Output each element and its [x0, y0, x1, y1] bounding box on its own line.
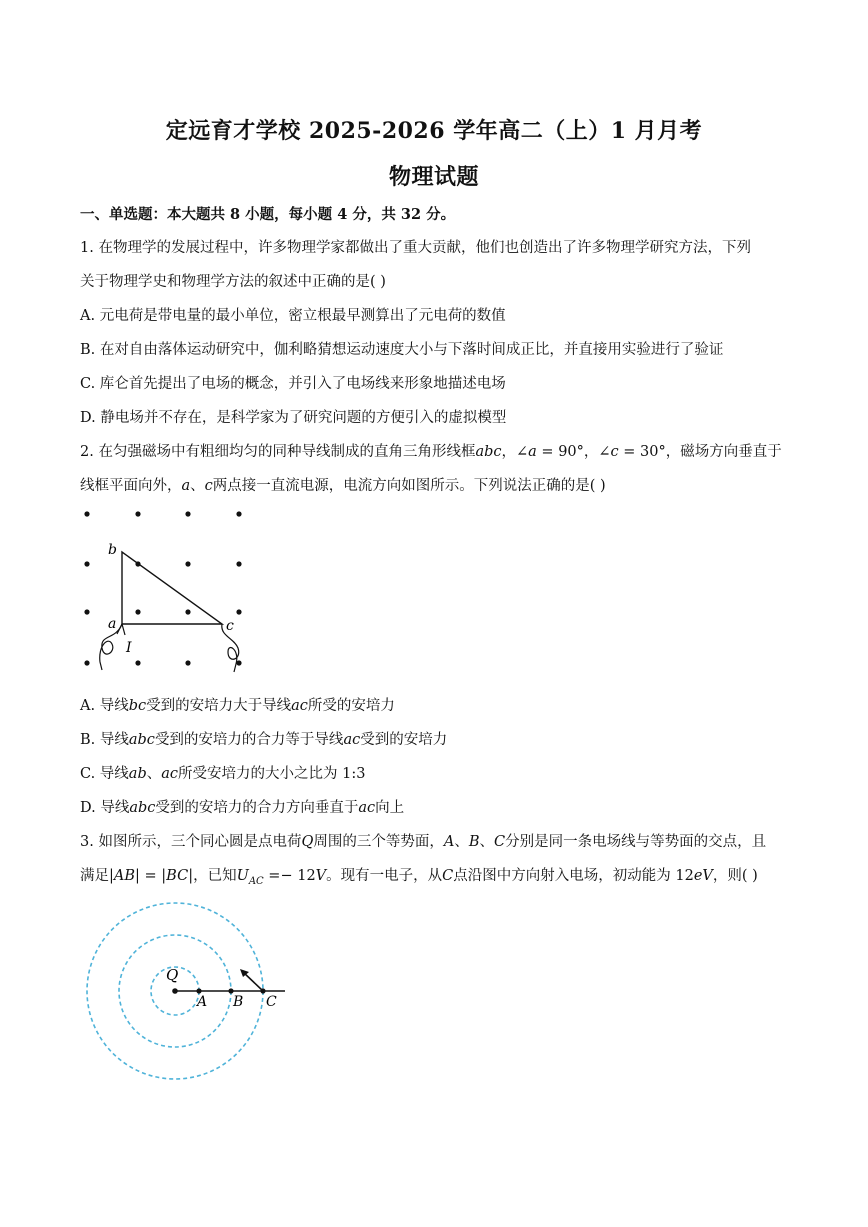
q1-option-b: B. 在对自由落体运动研究中，伽利略猜想运动速度大小与下落时间成正比，并直接用实验进行了验证 — [80, 342, 724, 358]
q2-stem-text: 、 — [190, 478, 205, 494]
q2-option-b — [80, 730, 447, 750]
q2-option-text: A. 导线 — [80, 698, 129, 714]
q2-stem-text: 2. 在匀强磁场中有粗细均匀的同种导线制成的直角三角形线框 — [80, 444, 476, 460]
q1-stem-line1: 1. 在物理学的发展过程中，许多物理学家都做出了重大贡献，他们也创造出了许多物理学研究方法，下列 — [80, 240, 751, 256]
exam-title: 定远育才学校 2025-2026 学年高二（上）1 月月考 — [165, 118, 703, 144]
q2-stem-line1 — [80, 442, 782, 462]
q2-option-text: B. 导线 — [80, 732, 129, 748]
q3-math-subscript-AC: AC — [248, 875, 264, 887]
q2-option-text: 、 — [146, 766, 162, 782]
q2-stem-text: = 30°，磁场方向垂直于 — [618, 444, 782, 460]
q3-stem-text: ，则( ) — [712, 868, 758, 884]
q2-math-abc: abc — [475, 444, 502, 460]
current-arrow — [117, 624, 125, 635]
q2-math-c: c — [204, 478, 213, 494]
q2-math-ab: ab — [128, 766, 147, 782]
q3-stem-line1 — [80, 832, 766, 852]
q1-stem-line2: 关于物理学史和物理学方法的叙述中正确的是( ) — [80, 274, 386, 290]
q3-stem-text: 周围的三个等势面， — [313, 834, 444, 850]
q3-stem-text: 、 — [454, 834, 469, 850]
q2-option-d — [80, 798, 404, 818]
q3-math-V: V — [315, 868, 327, 884]
q2-math-c: c — [610, 444, 619, 460]
q2-option-c — [80, 764, 365, 784]
label-B: B — [233, 994, 244, 1010]
q3-stem-text: |，已知 — [188, 868, 237, 884]
q3-math-U: U — [236, 868, 249, 884]
q3-stem-text: 点沿图中方向射入电场，初动能为 12 — [453, 868, 694, 884]
q3-math-Q: Q — [301, 834, 314, 850]
q2-option-text: C. 导线 — [80, 766, 129, 782]
label-Q: Q — [166, 966, 179, 984]
field-dots — [84, 511, 241, 665]
q2-option-text: 受到的安培力 — [360, 732, 448, 748]
q2-stem-text: 两点接一直流电源，电流方向如图所示。下列说法正确的是( ) — [212, 478, 606, 494]
point-Q — [172, 988, 178, 994]
q3-math-B: B — [468, 834, 480, 850]
q2-math-abc: abc — [128, 732, 155, 748]
q1-option-d: D. 静电场并不存在，是科学家为了研究问题的方便引入的虚拟模型 — [80, 410, 507, 426]
q3-stem-text: 3. 如图所示，三个同心圆是点电荷 — [80, 834, 302, 850]
q2-math-ac: ac — [161, 766, 178, 782]
q3-stem-text: 分别是同一条电场线与等势面的交点，且 — [505, 834, 767, 850]
q2-math-ac: ac — [291, 698, 308, 714]
q2-option-text: 向上 — [375, 800, 405, 816]
label-A: A — [197, 994, 208, 1010]
point-B — [228, 988, 233, 993]
point-A — [196, 988, 201, 993]
label-b: b — [108, 542, 117, 558]
label-C: C — [266, 994, 277, 1010]
q2-option-text: 受到的安培力的合力方向垂直于 — [155, 800, 359, 816]
q2-math-abc: abc — [129, 800, 156, 816]
q2-math-ac: ac — [358, 800, 376, 816]
q2-stem-line2 — [80, 476, 606, 496]
q2-option-text: 所受的安培力 — [307, 698, 395, 714]
exam-subtitle: 物理试题 — [388, 164, 479, 190]
q2-stem-text: 线框平面向外， — [80, 478, 182, 494]
q2-option-a — [80, 696, 395, 716]
q3-math-BC: BC — [166, 868, 189, 884]
q2-stem-text: ，∠ — [501, 444, 529, 460]
q2-math-bc: bc — [128, 698, 147, 714]
q3-stem-text: 满足| — [80, 868, 114, 884]
q2-math-a: a — [528, 444, 537, 460]
q2-option-text: D. 导线 — [80, 800, 130, 816]
q3-stem-text: =− 12 — [263, 868, 316, 884]
q2-magnetic-field-figure — [70, 500, 260, 680]
q3-stem-text: 。现有一电子，从 — [326, 868, 443, 884]
section-heading: 一、单选题：本大题共 8 小题，每小题 4 分，共 32 分。 — [80, 206, 456, 223]
q3-math-A: A — [443, 834, 455, 850]
q2-option-text: 受到的安培力的合力等于导线 — [154, 732, 344, 748]
label-current: I — [126, 640, 132, 656]
q3-math-eV: eV — [693, 868, 713, 884]
q2-math-a: a — [181, 478, 191, 494]
q2-math-ac: ac — [343, 732, 361, 748]
q1-option-c: C. 库仑首先提出了电场的概念，并引入了电场线来形象地描述电场 — [80, 376, 506, 392]
q3-math-C: C — [493, 834, 506, 850]
q2-option-text: 受到的安培力大于导线 — [146, 698, 292, 714]
label-c: c — [226, 618, 234, 634]
q3-stem-line2 — [80, 866, 758, 892]
q2-stem-text: = 90°，∠ — [536, 444, 611, 460]
q3-math-AB: AB — [113, 868, 136, 884]
label-a: a — [108, 616, 117, 632]
q3-stem-text: 、 — [479, 834, 494, 850]
q1-option-a: A. 元电荷是带电量的最小单位，密立根最早测算出了元电荷的数值 — [80, 308, 506, 324]
q3-stem-text: | = | — [135, 868, 167, 884]
q3-equipotential-figure — [80, 900, 300, 1090]
q2-option-text: 所受安培力的大小之比为 1:3 — [178, 766, 366, 782]
q3-math-C: C — [442, 868, 454, 884]
